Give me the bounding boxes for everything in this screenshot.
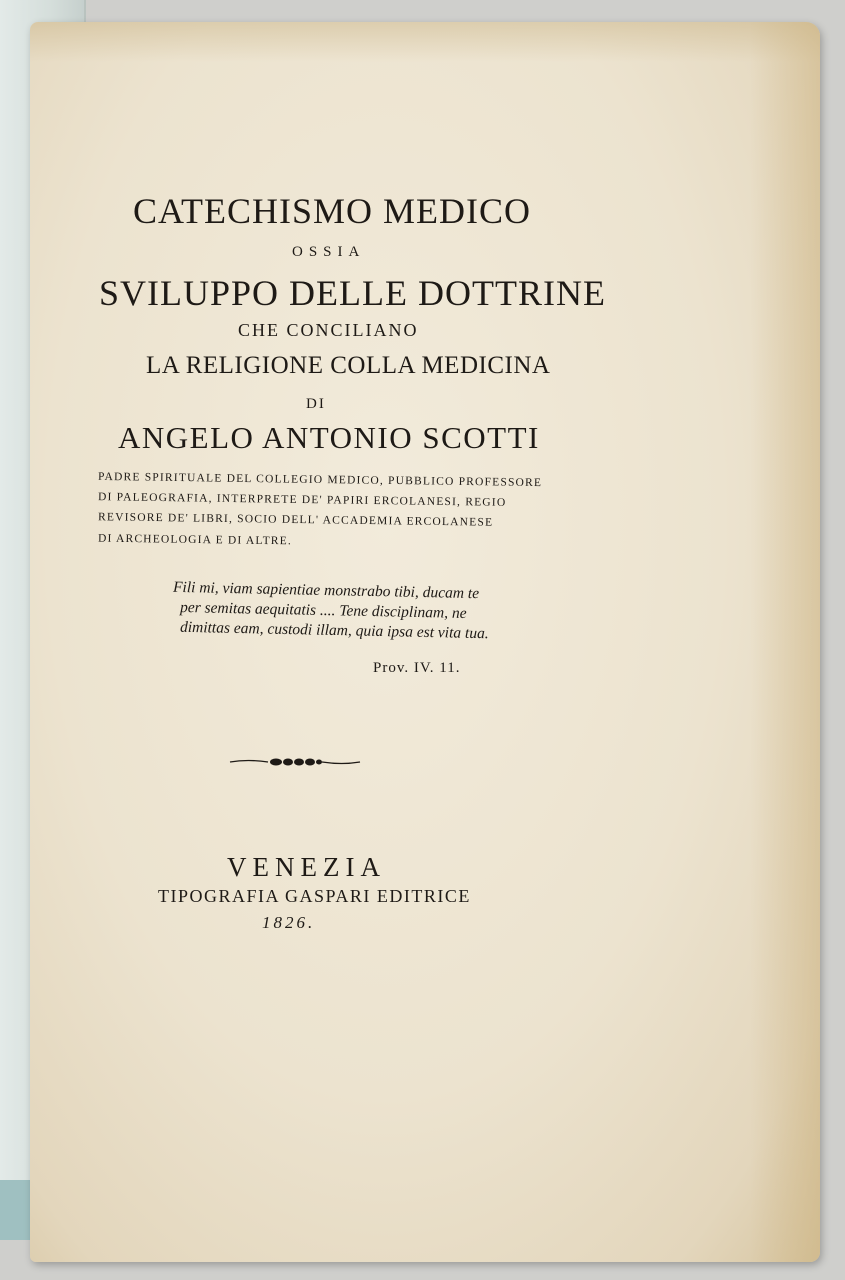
credentials-line: DI PALEOGRAFIA, INTERPRETE DE' PAPIRI ERCOLANESI, REGIO [97,491,507,509]
book-title: CATECHISMO MEDICO [133,191,532,231]
imprint-year: 1826. [262,913,316,932]
motto-source: Prov. IV. 11. [373,660,461,676]
che-conciliano-line: CHE CONCILIANO [238,320,419,340]
imprint-place: VENEZIA [227,852,386,882]
motto-line: per semitas aequitatis .... Tene disciplinam, ne [179,599,467,622]
motto-line: Fili mi, viam sapientiae monstrabo tibi, ducam te [172,578,480,603]
paper-stain-top [30,22,820,62]
credentials-line: DI ARCHEOLOGIA E DI ALTRE. [97,532,293,548]
paper-stain-edge [750,22,820,1262]
cover-board-edge [0,1180,30,1240]
imprint-printer: TIPOGRAFIA GASPARI EDITRICE [158,886,471,906]
motto-line: dimittas eam, custodi illam, quia ipsa est vita tua. [179,618,489,643]
credentials-line: REVISORE DE' LIBRI, SOCIO DELL' ACCADEMIA ERCOLANESE [97,511,494,529]
ornament-rule-icon [228,754,362,770]
religione-line: LA RELIGIONE COLLA MEDICINA [146,352,551,379]
book-subtitle: SVILUPPO DELLE DOTTRINE [99,273,606,313]
author-name: ANGELO ANTONIO SCOTTI [118,420,540,455]
ossia-label: OSSIA [292,244,366,260]
di-label: DI [306,396,326,412]
credentials-line: PADRE SPIRITUALE DEL COLLEGIO MEDICO, PUBBLICO PROFESSORE [97,470,543,490]
